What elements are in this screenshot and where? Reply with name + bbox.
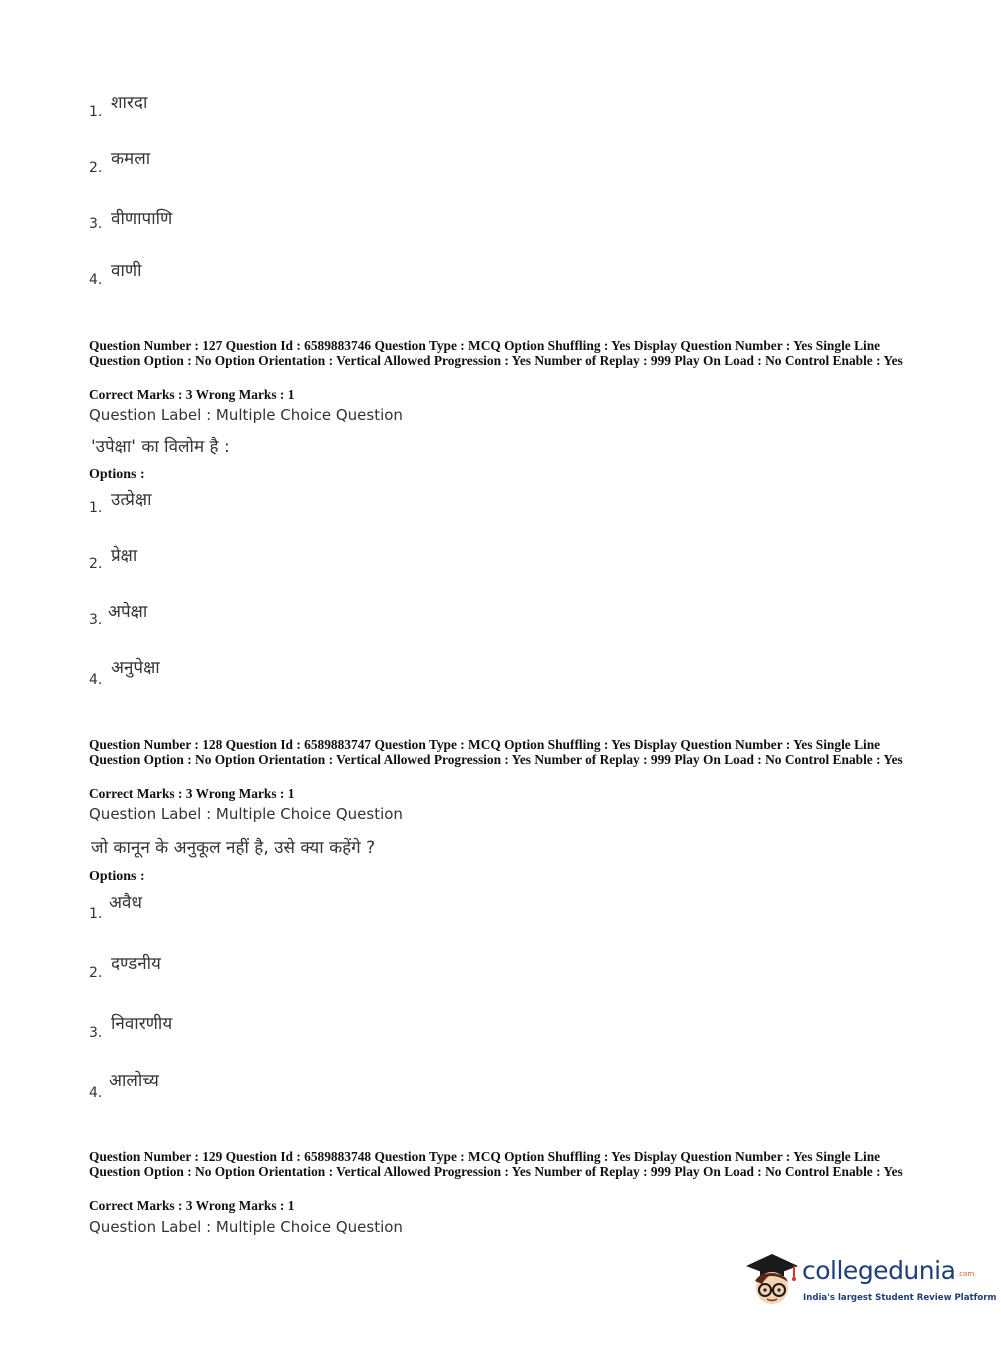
option-number: 2. <box>89 556 103 572</box>
option-number: 3. <box>89 612 103 628</box>
option-number: 3. <box>89 216 103 232</box>
option-text: अवैध <box>109 893 142 913</box>
options-heading: Options : <box>89 869 145 884</box>
logo-wordmark: collegedunia <box>802 1256 956 1285</box>
question-meta: Question Number : 129 Question Id : 6589883748 Question Type : MCQ Option Shuffling : Yes Display Question Number : Yes Single Line Question Option : No Option Orientation : Vertical Allowed Progression : Yes Number of Replay : 999 Play On Load : No Control Enable : Yes <box>89 1149 903 1179</box>
question-marks: Correct Marks : 3 Wrong Marks : 1 <box>89 1198 295 1213</box>
logo-tagline: India's largest Student Review Platform <box>803 1293 997 1303</box>
option-number: 3. <box>89 1025 103 1041</box>
question-label: Question Label : Multiple Choice Question <box>89 1218 403 1236</box>
mascot-icon <box>742 1248 802 1310</box>
option-number: 2. <box>89 965 103 981</box>
option-number: 1. <box>89 104 103 120</box>
option-text: अपेक्षा <box>108 602 148 622</box>
question-meta: Question Number : 127 Question Id : 6589883746 Question Type : MCQ Option Shuffling : Yes Display Question Number : Yes Single Line Question Option : No Option Orientation : Vertical Allowed Progression : Yes Number of Replay : 999 Play On Load : No Control Enable : Yes <box>89 338 903 368</box>
question-label: Question Label : Multiple Choice Question <box>89 805 403 823</box>
option-text: प्रेक्षा <box>111 546 138 566</box>
question-meta: Question Number : 128 Question Id : 6589883747 Question Type : MCQ Option Shuffling : Yes Display Question Number : Yes Single Line Question Option : No Option Orientation : Vertical Allowed Progression : Yes Number of Replay : 999 Play On Load : No Control Enable : Yes <box>89 737 903 767</box>
option-text: दण्डनीय <box>111 954 161 974</box>
option-text: वीणापाणि <box>111 209 173 229</box>
option-text: अनुपेक्षा <box>111 658 160 678</box>
option-text: शारदा <box>111 93 148 113</box>
option-text: कमला <box>111 149 151 169</box>
question-text: 'उपेक्षा' का विलोम है : <box>91 437 230 457</box>
option-text: निवारणीय <box>111 1014 173 1034</box>
question-marks: Correct Marks : 3 Wrong Marks : 1 <box>89 786 295 801</box>
options-heading: Options : <box>89 467 145 482</box>
question-marks: Correct Marks : 3 Wrong Marks : 1 <box>89 387 295 402</box>
question-text: जो कानून के अनुकूल नहीं है, उसे क्या कहेंगे ? <box>91 838 376 858</box>
question-label: Question Label : Multiple Choice Question <box>89 406 403 424</box>
option-number: 1. <box>89 906 103 922</box>
option-text: वाणी <box>111 261 142 281</box>
option-number: 2. <box>89 160 103 176</box>
option-text: उत्प्रेक्षा <box>111 490 152 510</box>
option-number: 4. <box>89 672 103 688</box>
option-number: 4. <box>89 1085 103 1101</box>
collegedunia-logo <box>742 1248 997 1314</box>
logo-domain-suffix: .com <box>957 1270 975 1278</box>
option-number: 1. <box>89 500 103 516</box>
option-number: 4. <box>89 272 103 288</box>
option-text: आलोच्य <box>109 1071 159 1091</box>
